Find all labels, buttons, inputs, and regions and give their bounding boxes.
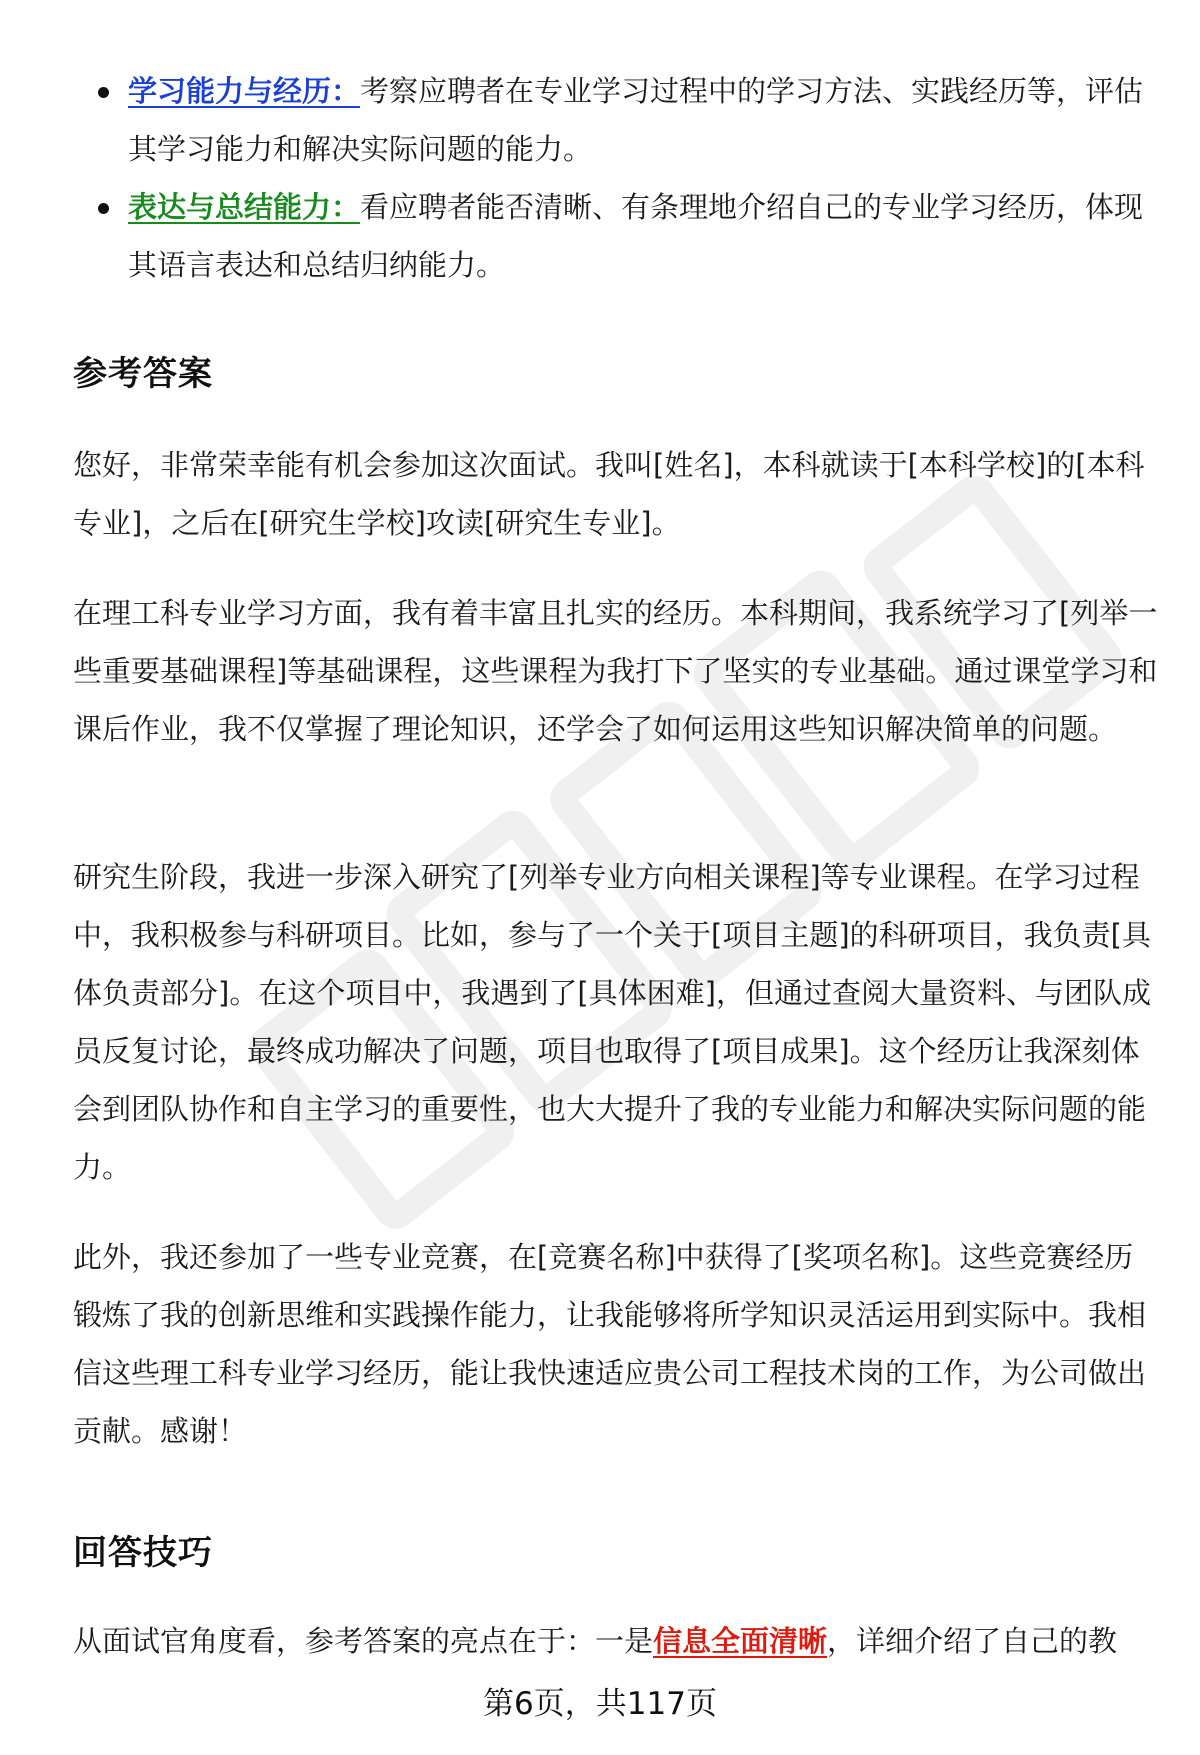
answer-paragraph: 研究生阶段，我进一步深入研究了[列举专业方向相关课程]等专业课程。在学习过程中，我积极参与科研项目。比如，参与了一个关于[项目主题]的科研项目，我负责[具体负责部分]。在这个项目中，我遇到了[具体困难]，但通过查阅大量资料、与团队成员反复讨论，最终成功解决了问题，项目也取得了[项目成果]。这个经历让我深刻体会到团队协作和自主学习的重要性，也大大提升了我的专业能力和解决实际问题的能力。 <box>73 860 1151 1184</box>
bullet-dot-icon <box>98 87 109 98</box>
bullet-keyword: 表达与总结能力： <box>128 190 361 224</box>
bullet-keyword: 学习能力与经历： <box>128 74 361 108</box>
bullet-text: 看应聘者能否清晰、有条理地介绍自己的专业学习经历，体现其语言表达和总结归纳能力。 <box>128 190 1144 282</box>
criteria-list <box>72 62 1152 294</box>
answer-paragraph: 您好，非常荣幸能有机会参加这次面试。我叫[姓名]，本科就读于[本科学校]的[本科专业]，之后在[研究生学校]攻读[研究生专业]。 <box>73 448 1145 540</box>
tips-intro-text: 从面试官角度看，参考答案的亮点在于：一是 <box>73 1624 654 1658</box>
tips-paragraph <box>73 1612 1158 1670</box>
section-heading-tips: 回答技巧 <box>73 1533 213 1573</box>
answer-paragraph: 在理工科专业学习方面，我有着丰富且扎实的经历。本科期间，我系统学习了[列举一些重要基础课程]等基础课程，这些课程为我打下了坚实的专业基础。通过课堂学习和课后作业，我不仅掌握了理论知识，还学会了如何运用这些知识解决简单的问题。 <box>73 596 1158 746</box>
bullet-dot-icon <box>98 203 109 214</box>
section-heading-reference: 参考答案 <box>73 354 213 394</box>
tips-highlight: 信息全面清晰 <box>653 1624 828 1658</box>
tips-intro-continued: ，详细介绍了自己的教 <box>827 1624 1118 1658</box>
list-item <box>72 178 1152 294</box>
page-number: 第6页，共117页 <box>483 1686 717 1722</box>
bullet-text: 考察应聘者在专业学习过程中的学习方法、实践经历等，评估其学习能力和解决实际问题的能力。 <box>128 74 1144 166</box>
answer-paragraph: 此外，我还参加了一些专业竞赛，在[竞赛名称]中获得了[奖项名称]。这些竞赛经历锻炼了我的创新思维和实践操作能力，让我能够将所学知识灵活运用到实际中。我相信这些理工科专业学习经历，能让我快速适应贵公司工程技术岗的工作，为公司做出贡献。感谢！ <box>73 1240 1147 1448</box>
list-item <box>72 62 1152 178</box>
